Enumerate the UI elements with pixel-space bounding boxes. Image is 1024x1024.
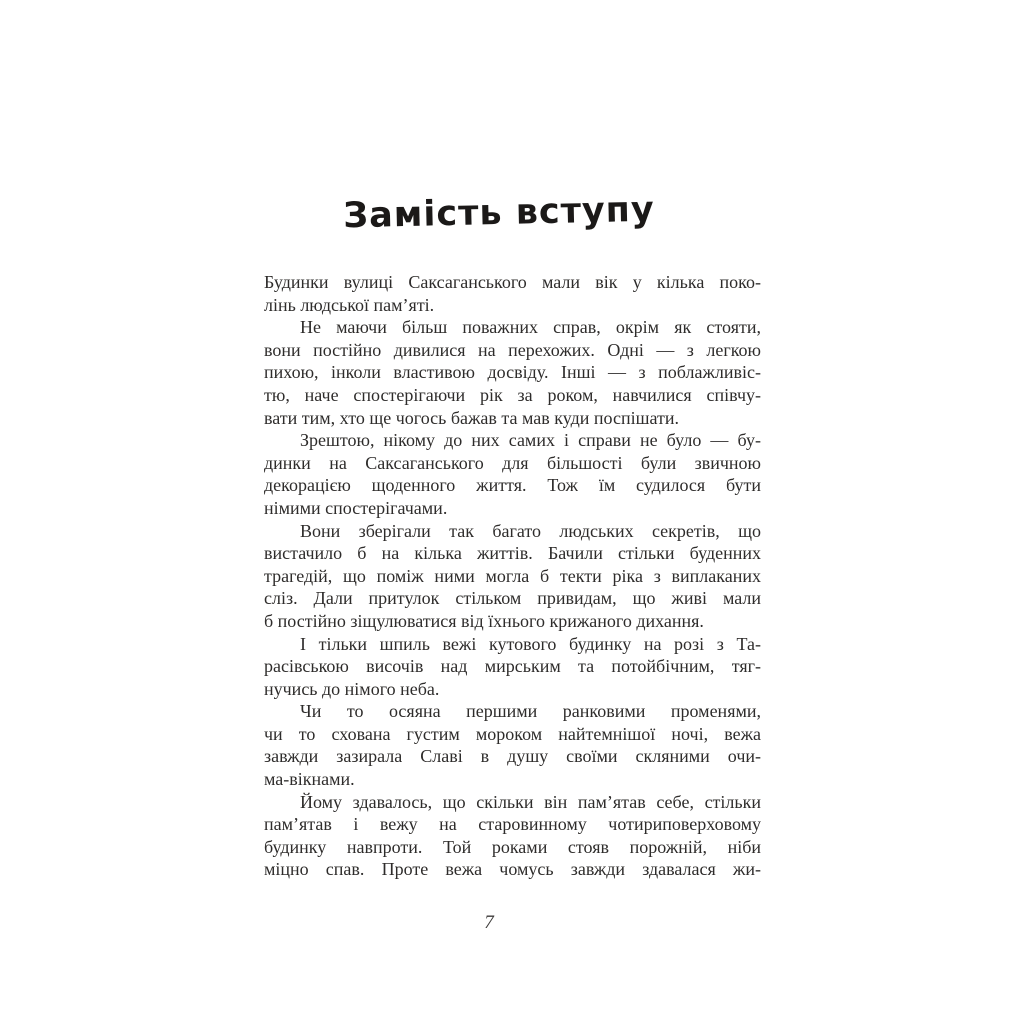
text-line: вати тим, хто ще чогось бажав та мав куди поспішати.	[264, 407, 679, 428]
text-line: завжди зазирала Славі в душу своїми скляними очи-	[264, 746, 761, 767]
text-line: вони постійно дивилися на перехожих. Одні — з легкою	[264, 339, 761, 360]
text-line: тю, наче спостерігаючи рік за роком, навчилися співчу-	[264, 384, 761, 405]
text-line: будинку навпроти. Той роками стояв порожній, ніби	[264, 836, 761, 857]
paragraph	[264, 520, 761, 633]
text-line: Не маючи більш поважних справ, окрім як стояти,	[300, 317, 761, 338]
text-line: Йому здавалось, що скільки він пам’ятав себе, стільки	[300, 791, 761, 812]
text-line: ма-вікнами.	[264, 769, 355, 790]
text-line: вистачило б на кілька життів. Бачили стільки буденних	[264, 543, 761, 564]
text-line: расівською височів над мирським та потойбічним, тяг-	[264, 656, 761, 677]
text-line: пихою, інколи властивою досвіду. Інші — з поблажливіс-	[264, 362, 761, 383]
text-block	[264, 271, 761, 881]
text-line: Будинки вулиці Саксаганського мали вік у кілька поко-	[264, 272, 761, 292]
text-line: трагедій, що поміж ними могла б текти ріка з виплаканих	[264, 565, 761, 586]
text-line: німими спостерігачами.	[264, 497, 448, 518]
text-line: Зрештою, нікому до них самих і справи не було — бу-	[300, 430, 761, 451]
text-line: І тільки шпиль вежі кутового будинку на розі з Та-	[300, 633, 761, 654]
text-line: пам’ятав і вежу на старовинному чотириповерховому	[264, 814, 761, 835]
paragraph	[264, 271, 761, 316]
text-line: б постійно зіщулюватися від їхнього крижаного дихання.	[264, 610, 704, 631]
text-line: декорацією щоденного життя. Тож їм судилося бути	[264, 475, 761, 496]
paragraph	[264, 791, 761, 881]
text-line: Чи то осяяна першими ранковими променями,	[300, 701, 761, 722]
paragraph	[264, 633, 761, 701]
paragraph	[264, 429, 761, 519]
text-line: нучись до німого неба.	[264, 678, 440, 699]
text-line: міцно спав. Проте вежа чомусь завжди здавалася жи-	[264, 859, 761, 880]
paragraph	[264, 316, 761, 429]
paragraph	[264, 700, 761, 790]
text-line: Вони зберігали так багато людських секретів, що	[300, 520, 761, 541]
chapter-title: Замість вступу	[342, 189, 656, 237]
text-line: лінь людської пам’яті.	[264, 294, 435, 315]
text-line: сліз. Дали притулок стільком привидам, що живі мали	[264, 588, 761, 609]
text-line: динки на Саксаганського для більшості були звичною	[264, 452, 761, 473]
page-number: 7	[484, 912, 494, 933]
text-line: чи то схована густим мороком найтемнішої ночі, вежа	[264, 723, 761, 744]
